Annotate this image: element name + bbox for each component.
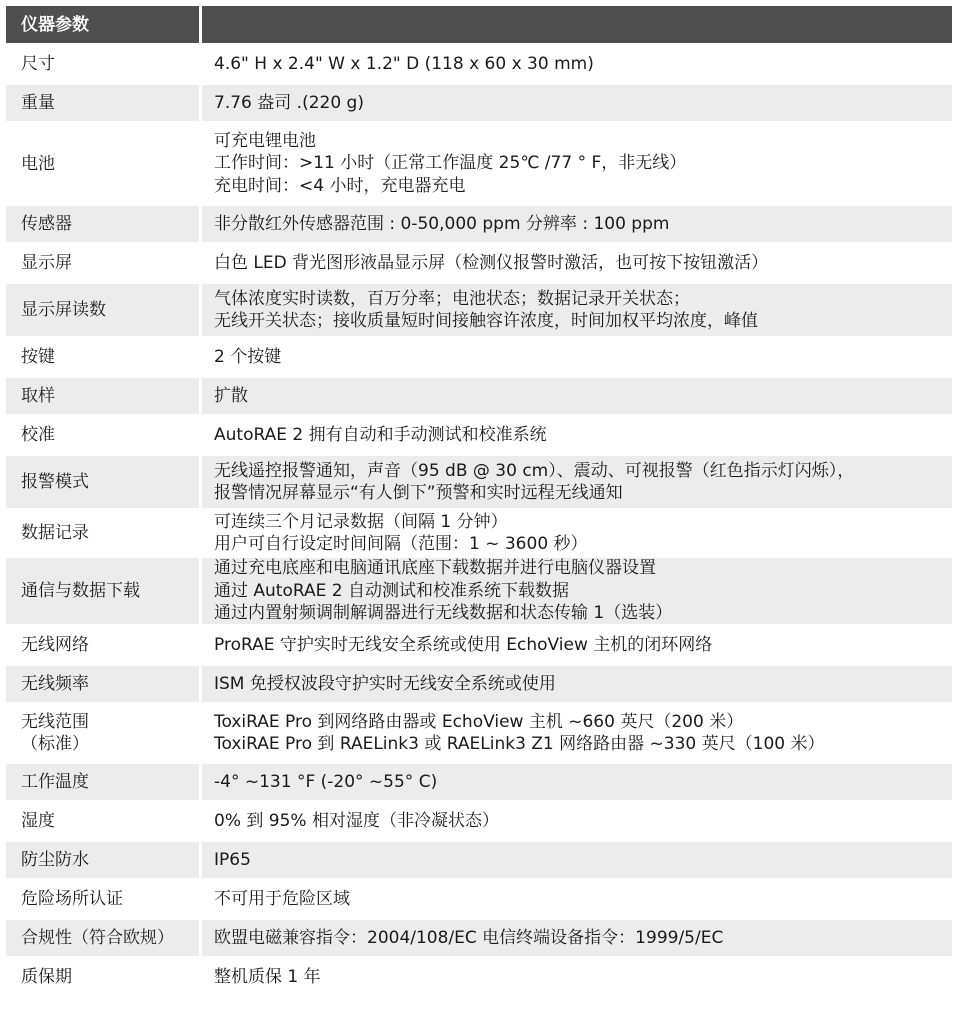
row-label-cell	[6, 920, 199, 956]
spec-table	[6, 6, 952, 998]
row-label-cell	[6, 803, 199, 839]
row-value-line: ProRAE 守护实时无线安全系统或使用 EchoView 主机的闭环网络	[214, 634, 713, 655]
row-value-line: 充电时间：<4 小时，充电器充电	[214, 175, 466, 196]
row-value-cell	[202, 764, 952, 800]
table-row	[6, 284, 952, 336]
table-row	[6, 881, 952, 917]
row-label: 按键	[21, 347, 55, 367]
table-row	[6, 627, 952, 663]
row-value-line: 用户可自行设定时间间隔（范围：1 ~ 3600 秒）	[214, 534, 588, 554]
row-value-line: 无线开关状态；接收质量短时间接触容许浓度，时间加权平均浓度，峰值	[214, 311, 758, 331]
table-row	[6, 705, 952, 761]
row-value-cell	[202, 959, 952, 995]
table-row	[6, 558, 952, 624]
row-value-line: 白色 LED 背光图形液晶显示屏（检测仪报警时激活，也可按下按钮激活）	[214, 252, 769, 273]
row-label: 显示屏读数	[21, 300, 106, 320]
row-label-cell	[6, 627, 199, 663]
row-label-cell	[6, 245, 199, 281]
row-value-cell	[202, 803, 952, 839]
row-value-cell	[202, 85, 952, 121]
row-value-line: 通过内置射频调制解调器进行无线数据和状态传输 1（选装）	[214, 603, 673, 624]
row-value-line: 扩散	[214, 385, 248, 406]
row-value-line: 不可用于危险区域	[214, 888, 350, 909]
row-label-cell	[6, 417, 199, 453]
row-value-line: ISM 免授权波段守护实时无线安全系统或使用	[214, 673, 556, 694]
row-label: 防尘防水	[21, 850, 89, 870]
row-value-line: 欧盟电磁兼容指令：2004/108/EC 电信终端设备指令：1999/5/EC	[214, 927, 724, 948]
row-label: 无线范围 （标准）	[21, 712, 89, 754]
row-value-line: 报警情况屏幕显示“有人倒下”预警和实时远程无线通知	[214, 483, 623, 503]
row-value-cell	[202, 842, 952, 878]
row-label-cell	[6, 764, 199, 800]
row-value-line: 0% 到 95% 相对湿度（非冷凝状态）	[214, 810, 499, 831]
row-value-cell	[202, 456, 952, 508]
table-row	[6, 959, 952, 995]
row-label: 报警模式	[21, 472, 89, 492]
row-value-cell	[202, 206, 952, 242]
row-label-cell	[6, 456, 199, 508]
row-value-cell	[202, 124, 952, 203]
row-value-line: 整机质保 1 年	[214, 966, 321, 987]
row-value-cell	[202, 920, 952, 956]
row-label-cell	[6, 46, 199, 82]
table-body	[6, 46, 952, 995]
row-value-cell	[202, 627, 952, 663]
row-value-line: ToxiRAE Pro 到 RAELink3 或 RAELink3 Z1 网络路由器 ~330 英尺（100 米）	[214, 734, 825, 754]
row-label-cell	[6, 85, 199, 121]
row-value-cell	[202, 558, 952, 624]
row-label: 通信与数据下载	[21, 581, 140, 601]
row-value-cell	[202, 46, 952, 82]
row-label: 尺寸	[21, 54, 55, 74]
table-row	[6, 803, 952, 839]
table-row	[6, 417, 952, 453]
row-value-line: 可连续三个月记录数据（间隔 1 分钟）	[214, 511, 508, 532]
table-row	[6, 511, 952, 555]
row-label-cell	[6, 124, 199, 203]
table-header-text: 仪器参数	[21, 14, 89, 35]
row-value-cell	[202, 511, 952, 555]
table-header-label	[6, 6, 199, 43]
row-label-cell	[6, 705, 199, 761]
table-row	[6, 378, 952, 414]
row-value-line: AutoRAE 2 拥有自动和手动测试和校准系统	[214, 424, 547, 445]
row-value-cell	[202, 417, 952, 453]
table-row	[6, 764, 952, 800]
row-label: 校准	[21, 425, 55, 445]
row-label-cell	[6, 339, 199, 375]
table-row	[6, 46, 952, 82]
row-value-cell	[202, 881, 952, 917]
row-label: 取样	[21, 386, 55, 406]
table-row	[6, 920, 952, 956]
row-value-cell	[202, 284, 952, 336]
row-value-line: ToxiRAE Pro 到网络路由器或 EchoView 主机 ~660 英尺（200 米）	[214, 711, 744, 732]
row-label: 工作温度	[21, 772, 89, 792]
row-label-cell	[6, 881, 199, 917]
table-row	[6, 666, 952, 702]
row-value-line: 通过充电底座和电脑通讯底座下载数据并进行电脑仪器设置	[214, 558, 656, 579]
table-row	[6, 339, 952, 375]
row-value-line: 7.76 盎司 .(220 g)	[214, 92, 364, 113]
table-header-blank	[202, 6, 952, 43]
row-label-cell	[6, 558, 199, 624]
row-label: 无线网络	[21, 635, 89, 655]
row-value-line: 气体浓度实时读数，百万分率；电池状态；数据记录开关状态；	[214, 288, 690, 309]
table-row	[6, 842, 952, 878]
row-label: 合规性（符合欧规）	[21, 928, 174, 948]
row-label: 数据记录	[21, 523, 89, 543]
row-label: 质保期	[21, 967, 72, 987]
row-value-line: 非分散红外传感器范围 : 0-50,000 ppm 分辨率 : 100 ppm	[214, 213, 670, 234]
row-label-cell	[6, 284, 199, 336]
row-value-line: 无线遥控报警通知，声音（95 dB @ 30 cm）、震动、可视报警（红色指示灯闪烁），	[214, 460, 855, 481]
row-label: 电池	[21, 153, 55, 174]
row-label: 传感器	[21, 214, 72, 234]
row-label-cell	[6, 378, 199, 414]
row-value-line: -4° ~131 °F (-20° ~55° C)	[214, 771, 438, 792]
row-value-line: 4.6" H x 2.4" W x 1.2" D (118 x 60 x 30 mm)	[214, 53, 594, 74]
row-label: 危险场所认证	[21, 889, 123, 909]
row-value-cell	[202, 245, 952, 281]
row-value-cell	[202, 666, 952, 702]
table-row	[6, 206, 952, 242]
row-value-cell	[202, 339, 952, 375]
row-label-cell	[6, 666, 199, 702]
row-label: 重量	[21, 93, 55, 113]
table-row	[6, 456, 952, 508]
table-row	[6, 124, 952, 203]
row-value-line: 可充电锂电池	[214, 130, 316, 151]
table-row	[6, 85, 952, 121]
row-value-line: IP65	[214, 849, 251, 870]
row-label-cell	[6, 511, 199, 555]
table-row	[6, 245, 952, 281]
row-label: 湿度	[21, 811, 55, 831]
row-value-line: 工作时间：>11 小时（正常工作温度 25℃ /77 ° F，非无线）	[214, 153, 687, 174]
row-value-cell	[202, 705, 952, 761]
row-value-cell	[202, 378, 952, 414]
row-value-line: 2 个按键	[214, 346, 282, 367]
row-label: 显示屏	[21, 253, 72, 273]
row-label: 无线频率	[21, 674, 89, 694]
row-value-line: 通过 AutoRAE 2 自动测试和校准系统下载数据	[214, 580, 569, 601]
row-label-cell	[6, 842, 199, 878]
row-label-cell	[6, 959, 199, 995]
row-label-cell	[6, 206, 199, 242]
table-header-row	[6, 6, 952, 43]
